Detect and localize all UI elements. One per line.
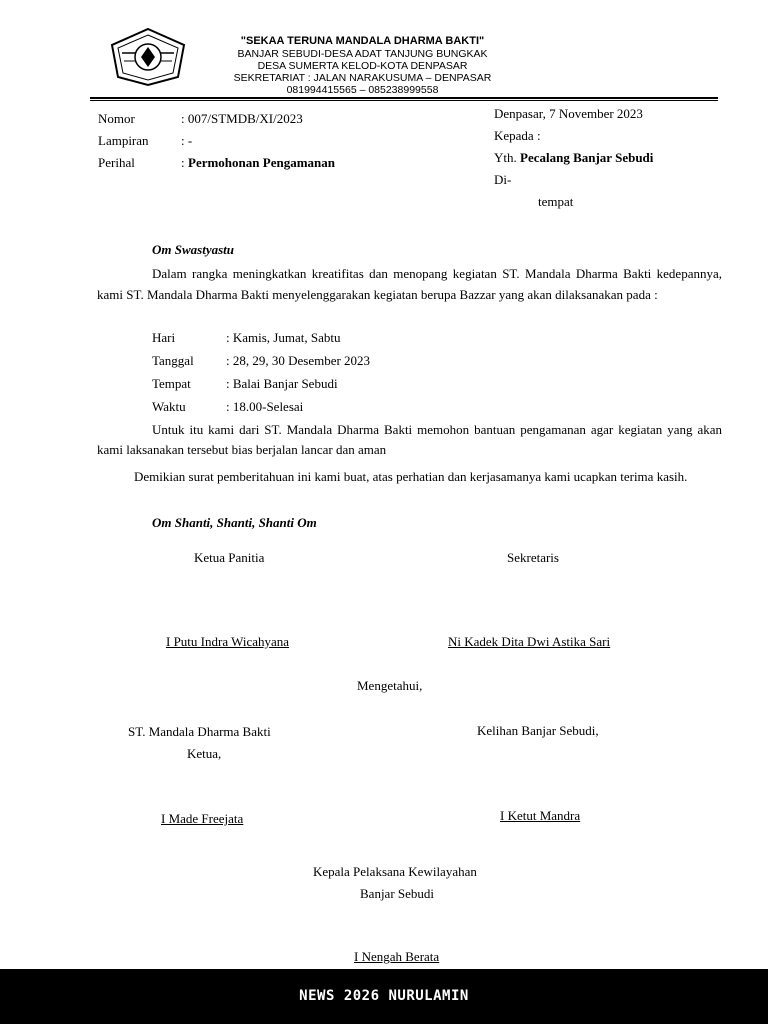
body-paragraph-intro-text: Dalam rangka meningkatkan kreatifitas dan menopang kegiatan ST. Mandala Dharma Bakti kedepannya, kami ST. Mandala Dharma Bakti menyelenggarakan kegiatan berupa Bazzar yang akan dilaksanakan pada : — [97, 266, 722, 302]
greeting: Om Swastyastu — [152, 242, 234, 257]
detail-value-waktu: : 18.00-Selesai — [226, 399, 304, 414]
perihal-colon: : — [181, 155, 185, 170]
watermark-text: NEWS 2026 NURULAMIN — [299, 988, 469, 1004]
body-paragraph-closing — [90, 467, 722, 487]
detail-label-waktu: Waktu — [152, 399, 186, 414]
mengetahui-label: Mengetahui, — [357, 678, 423, 693]
kepala-title-line1: Kepala Pelaksana Kewilayahan — [313, 864, 477, 879]
st-ketua-org: ST. Mandala Dharma Bakti — [128, 724, 271, 739]
di-label: Di- — [494, 172, 512, 187]
body-paragraph-request-text: Untuk itu kami dari ST. Mandala Dharma Bakti memohon bantuan pengamanan agar kegiatan yang akan kami laksanakan tersebut bias berjalan lancar dan aman — [97, 422, 722, 457]
detail-label-tempat: Tempat — [152, 376, 191, 391]
detail-label-tanggal: Tanggal — [152, 353, 194, 368]
addressee-line — [494, 150, 653, 166]
yth-label: Yth. — [494, 150, 517, 165]
body-paragraph-intro — [97, 263, 722, 305]
kepala-name: I Nengah Berata — [354, 949, 440, 964]
perihal-label: Perihal — [98, 155, 135, 170]
kepada-label: Kepada : — [494, 128, 541, 143]
st-ketua-name: I Made Freejata — [161, 811, 244, 826]
nomor-value: : 007/STMDB/XI/2023 — [181, 111, 303, 126]
closing-salutation: Om Shanti, Shanti, Shanti Om — [152, 515, 317, 530]
letterhead-address-line: BANJAR SEBUDI-DESA ADAT TANJUNG BUNGKAK — [237, 48, 488, 60]
letterhead-divider — [90, 100, 718, 101]
ketua-panitia-name: I Putu Indra Wicahyana — [166, 634, 290, 649]
letter-date: Denpasar, 7 November 2023 — [494, 106, 643, 121]
body-paragraph-request — [97, 420, 722, 460]
recipient-name: Pecalang Banjar Sebudi — [520, 150, 654, 165]
st-ketua-title: Ketua, — [187, 746, 222, 761]
kelihan-name: I Ketut Mandra — [500, 808, 581, 823]
letterhead-divider — [90, 97, 718, 99]
body-paragraph-closing-text: Demikian surat pemberitahuan ini kami buat, atas perhatian dan kerjasamanya kami ucapkan terima kasih. — [134, 469, 688, 484]
detail-label-hari: Hari — [152, 330, 176, 345]
detail-value-tempat: : Balai Banjar Sebudi — [226, 376, 338, 391]
organization-logo — [108, 27, 188, 87]
kelihan-title: Kelihan Banjar Sebudi, — [477, 723, 599, 738]
letterhead-address-line: DESA SUMERTA KELOD-KOTA DENPASAR — [257, 60, 468, 72]
ketua-panitia-title: Ketua Panitia — [194, 550, 265, 565]
detail-value-tanggal: : 28, 29, 30 Desember 2023 — [226, 353, 371, 368]
sekretaris-title: Sekretaris — [507, 550, 559, 565]
nomor-label: Nomor — [98, 111, 135, 126]
letterhead-org-name: "SEKAA TERUNA MANDALA DHARMA BAKTI" — [240, 35, 485, 47]
lampiran-value: : - — [181, 133, 193, 148]
sekretaris-name: Ni Kadek Dita Dwi Astika Sari — [448, 634, 611, 649]
letterhead-secretariat: SEKRETARIAT : JALAN NARAKUSUMA – DENPASAR — [233, 72, 492, 84]
perihal-value: Permohonan Pengamanan — [188, 155, 335, 170]
detail-value-hari: : Kamis, Jumat, Sabtu — [226, 330, 341, 345]
kepala-title-line2: Banjar Sebudi — [360, 886, 435, 901]
lampiran-label: Lampiran — [98, 133, 149, 148]
tempat-label: tempat — [538, 194, 574, 209]
letterhead-phone: 081994415565 – 085238999558 — [286, 84, 439, 96]
